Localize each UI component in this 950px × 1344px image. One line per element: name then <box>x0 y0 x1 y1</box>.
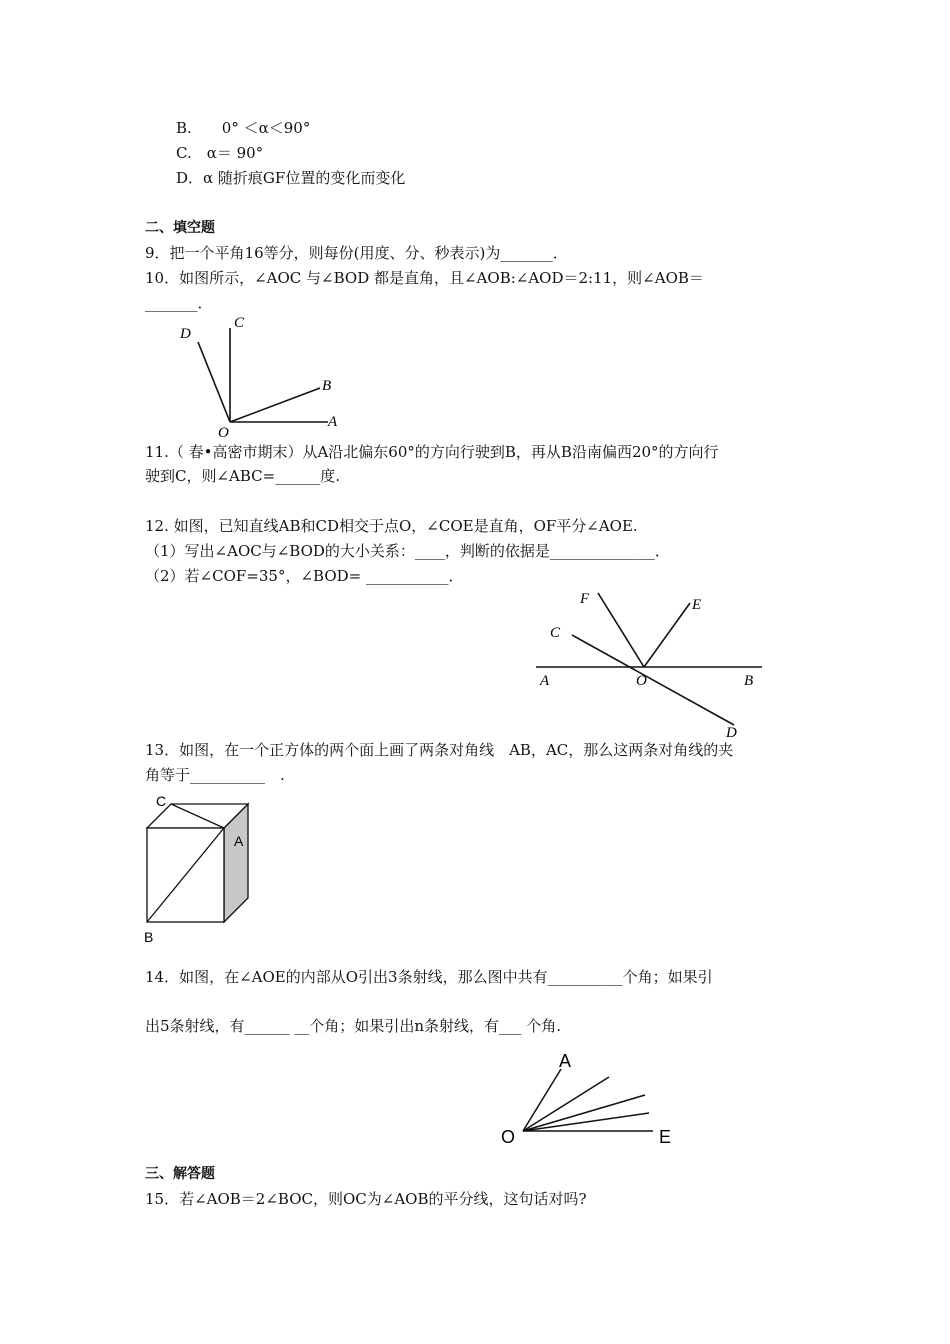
question-13-line1: 13．如图，在一个正方体的两个面上画了两条对角线 AB，AC，那么这两条对角线的夹 <box>145 741 734 759</box>
label-a: A <box>540 673 550 689</box>
question-11-line1: 11.（ 春•高密市期末）从A沿北偏东60°的方向行驶到B，再从B沿南偏西20°的方向行 <box>145 443 719 461</box>
question-12-line3: （2）若∠COF=35°，∠BOD= ___________． <box>145 567 464 585</box>
section-answer-title: 三、解答题 <box>145 1166 215 1182</box>
option-c: C. α＝ 90° <box>176 144 264 162</box>
ray-of <box>598 593 644 667</box>
label-b: B <box>322 378 332 394</box>
label-o: O <box>636 673 647 689</box>
line-cd <box>572 635 734 725</box>
figure-q10 <box>170 310 360 440</box>
option-d: D．α 随折痕GF位置的变化而变化 <box>176 169 406 187</box>
label-o: O <box>218 425 229 440</box>
label-e: E <box>692 597 702 613</box>
label-c: C <box>234 315 245 331</box>
question-12-line2: （1）写出∠AOC与∠BOD的大小关系：____，判断的依据是______________． <box>145 542 670 560</box>
label-f: F <box>580 591 590 607</box>
label-b: B <box>144 929 154 945</box>
ray-od <box>198 342 230 422</box>
label-b: B <box>744 673 754 689</box>
label-a: A <box>328 414 338 430</box>
label-c: C <box>550 625 561 641</box>
ray-ob <box>230 388 320 422</box>
question-14-line2: 出5条射线，有______ __个角；如果引出n条射线，有___ 个角. <box>145 1017 562 1035</box>
label-o: O <box>501 1127 516 1147</box>
label-d: D <box>726 725 737 740</box>
figure-q14 <box>495 1045 685 1150</box>
question-11-line2: 驶到C，则∠ABC=______度. <box>145 467 340 485</box>
label-d: D <box>180 326 191 342</box>
question-14-line1: 14．如图，在∠AOE的内部从O引出3条射线，那么图中共有__________个角；如果引 <box>145 968 713 986</box>
question-10-line2: _______． <box>145 294 213 312</box>
figure-q13 <box>140 788 270 948</box>
label-c: C <box>156 793 167 809</box>
question-15: 15．若∠AOB＝2∠BOC，则OC为∠AOB的平分线，这句话对吗? <box>145 1190 587 1208</box>
label-a: A <box>234 833 244 849</box>
ray-1 <box>523 1077 609 1131</box>
ray-3 <box>523 1113 649 1131</box>
ray-oe <box>644 603 690 667</box>
section-fill-blank-title: 二、填空题 <box>145 220 215 236</box>
figure-q12 <box>530 585 770 740</box>
question-13-line2: 角等于__________ . <box>145 766 285 784</box>
label-e: E <box>659 1127 672 1147</box>
label-a: A <box>559 1051 572 1071</box>
question-9: 9．把一个平角16等分，则每份(用度、分、秒表示)为_______． <box>145 244 568 262</box>
question-12-line1: 12. 如图，已知直线AB和CD相交于点O，∠COE是直角，OF平分∠AOE. <box>145 517 638 535</box>
option-b: B. 0° ＜α＜90° <box>176 119 311 137</box>
question-10-line1: 10．如图所示，∠AOC 与∠BOD 都是直角，且∠AOB:∠AOD＝2:11，则∠AOB＝ <box>145 269 704 287</box>
